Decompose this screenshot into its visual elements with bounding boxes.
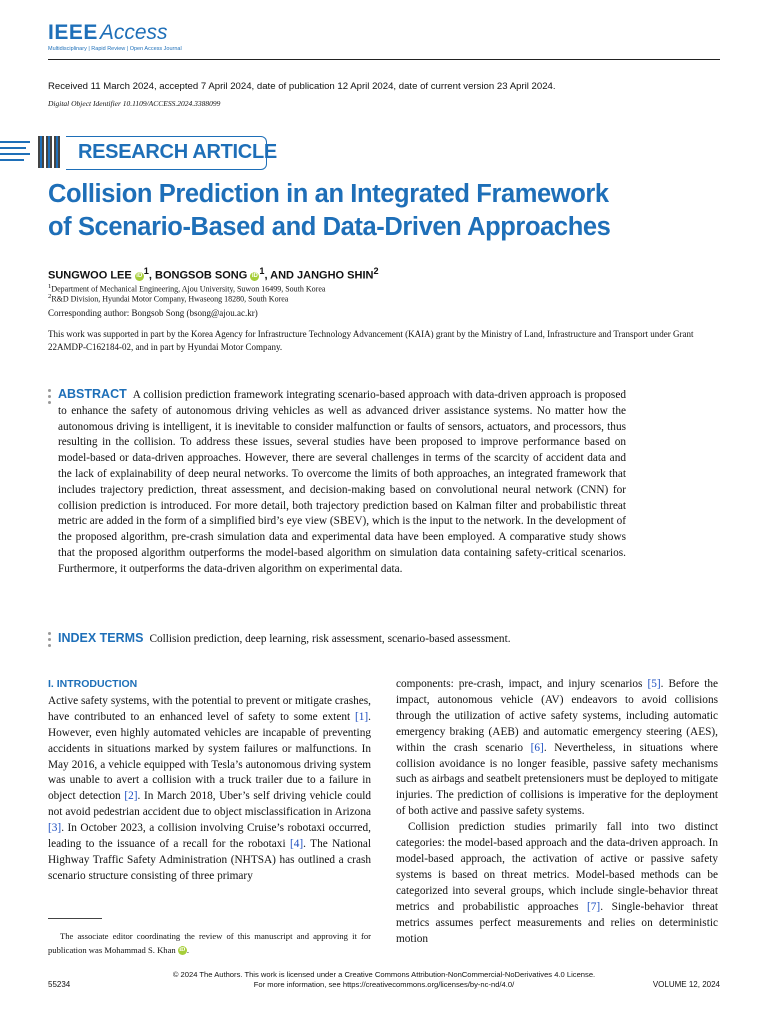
received-dates: Received 11 March 2024, accepted 7 April 2024, date of publication 12 April 2024, date of current version 23 April 2024. xyxy=(48,81,556,92)
logo-ieee: IEEE xyxy=(48,21,98,44)
index-terms xyxy=(58,631,698,645)
doi-line: Digital Object Identifier 10.1109/ACCESS.2024.3388099 xyxy=(48,99,221,108)
page-number: 55234 xyxy=(48,980,71,989)
abstract-marker xyxy=(48,389,52,407)
intro-paragraph-1 xyxy=(48,694,371,885)
affiliation-1-text: Department of Mechanical Engineering, Ajou University, Suwon 16499, South Korea xyxy=(51,284,326,294)
title-line-1: Collision Prediction in an Integrated Framework xyxy=(48,180,609,208)
author-3: , AND JANGHO SHIN xyxy=(264,269,374,282)
affiliation-1-number: 1 xyxy=(48,283,52,290)
intro-text: . Nevertheless, in situations where collision avoidance is no longer feasible, passive safety mechanisms such as airbags and seatbelt pretensioners must be deployed to mitigate injuries. The prediction of collisions is imperative for the deployment of both active and passive safety systems. xyxy=(396,741,718,818)
intro-text: . The National Highway Traffic Safety Administration (NHTSA) has outlined a crash scenario structure consisting of three primary xyxy=(48,838,372,882)
paper-title xyxy=(48,178,688,244)
logo-tagline: Multidisciplinary | Rapid Review | Open Access Journal xyxy=(48,46,182,52)
intro-left-column xyxy=(48,677,371,885)
citation-link[interactable]: [6] xyxy=(530,741,544,754)
intro-text: . Single-behavior threat metrics assumes perfect measurements and relies on deterministic motion xyxy=(396,900,718,945)
orcid-icon[interactable]: iD xyxy=(251,272,258,279)
section-heading-introduction: I. INTRODUCTION xyxy=(48,678,138,690)
orcid-icon[interactable]: iD xyxy=(136,272,143,279)
citation-link[interactable]: [2] xyxy=(124,790,138,803)
citation-link[interactable]: [5] xyxy=(647,678,661,690)
citation-link[interactable]: [1] xyxy=(354,710,369,723)
index-terms-marker xyxy=(48,632,52,650)
header-rule xyxy=(48,59,720,60)
intro-text: . Before the impact, autonomous vehicle (AV) endeavors to avoid collisions through the utilization of active safety systems, including automatic emergency braking (AEB) and automatic emergency steering (AES), within the crash scenario xyxy=(396,678,718,754)
author-list xyxy=(48,266,379,282)
citation-link[interactable]: [7] xyxy=(587,900,601,913)
intro-paragraph-1-cont xyxy=(396,677,718,820)
intro-text: . In March 2018, Uber’s self driving vehicle could not avoid pedestrian accident due to object misclassification in Arizona xyxy=(48,790,371,819)
intro-text: components: pre-crash, impact, and injury scenarios xyxy=(396,678,648,690)
footnote-text: The associate editor coordinating the review of this manuscript and approving it for publication was Mohammad S. Khan xyxy=(48,931,371,955)
author-3-affil: 2 xyxy=(373,266,379,276)
abstract-heading: ABSTRACT xyxy=(58,387,127,401)
citation-link[interactable]: [4] xyxy=(289,838,304,851)
author-2-affil: 1 xyxy=(259,266,265,276)
logo-access: Access xyxy=(99,21,168,44)
footnote-rule xyxy=(48,918,102,919)
intro-text: . In October 2023, a collision involving Cruise’s robotaxi occurred, leading to the issuance of a recall for the robotaxi xyxy=(48,822,371,851)
author-1-affil: 1 xyxy=(143,266,149,276)
license-line-1: © 2024 The Authors. This work is licensed under a Creative Commons Attribution-NonCommercial-NoDerivatives 4.0 License. xyxy=(172,970,596,979)
journal-logo xyxy=(48,22,168,44)
citation-link[interactable]: [3] xyxy=(48,822,62,835)
volume-info: VOLUME 12, 2024 xyxy=(652,980,720,989)
author-1: SUNGWOO LEE xyxy=(48,269,132,282)
license-line-2[interactable]: For more information, see https://creativecommons.org/licenses/by-nc-nd/4.0/ xyxy=(253,980,515,989)
corresponding-author: Corresponding author: Bongsob Song (bsong@ajou.ac.kr) xyxy=(48,308,258,318)
orcid-icon[interactable]: iD xyxy=(179,947,186,953)
intro-right-column xyxy=(396,677,718,947)
license-notice xyxy=(48,970,720,990)
affiliation-2-number: 2 xyxy=(48,293,52,300)
banner-stripes xyxy=(0,133,64,171)
article-type: RESEARCH ARTICLE xyxy=(78,141,277,163)
index-terms-text: Collision prediction, deep learning, risk assessment, scenario-based assessment. xyxy=(149,633,511,645)
footnote-end: . xyxy=(186,945,190,955)
intro-text: . However, even highly automated vehicles are incapable of preventing accidents in situations marked by system failures or malfunctions. In May 2016, a vehicle equipped with Tesla’s autonomous driving system was unable to avert a collision with a truck trailer due to a failure in object detection xyxy=(48,710,371,803)
intro-paragraph-2 xyxy=(396,820,718,947)
intro-text: Active safety systems, with the potential to prevent or mitigate crashes, have contributed to an enhanced level of safety to some extent xyxy=(48,694,371,723)
author-2: , BONGSOB SONG xyxy=(148,269,248,282)
title-line-2: of Scenario-Based and Data-Driven Approaches xyxy=(48,213,611,241)
abstract-text: A collision prediction framework integrating scenario-based approach with data-driven approach is proposed to enhance the safety of autonomous driving vehicles as well as advanced driver assistance systems. No matter how the autonomous driving is intelligent, it is inevitable to consider malfunction or faults of sensors, actuators, and processors, thus resulting in the collision. To address these issues, several studies have been proposed to improve performance based on model-based or data-driven approaches. However, there are several challenges in terms of the scarcity of accident data and the lack of explainability of deep neural networks. To overcome the limits of both approaches, an integrated framework that includes trajectory prediction, threat assessment, and decision-making based on convolutional neural network (CNN) for collision prediction is introduced. For more detail, both trajectory prediction based on Kalman filter and probabilistic threat metric are added in the form of a simplified bird’s eye view (SBEV), which is the input to the network. In the development of the proposed algorithm, pre-crash simulation data and experimental data have been employed. A comparative study shows that the proposed algorithm outperforms the model-based algorithm on simulation data containing safety-critical scenarios. Furthermore, it outperforms the data-driven algorithm on experimental data. xyxy=(58,389,626,575)
affiliation-2 xyxy=(48,293,288,304)
intro-text: Collision prediction studies primarily fall into two distinct categories: the model-based approach and the data-driven approach. In model-based approach, the activation of active or passive safety systems is based on threat metrics. Model-based methods can be categorized into several groups, which include single-behavior threat metrics and probabilistic approaches xyxy=(396,821,718,913)
index-terms-heading: INDEX TERMS xyxy=(58,631,144,645)
abstract xyxy=(58,387,626,578)
funding-statement: This work was supported in part by the Korea Agency for Infrastructure Technology Advancement (KAIA) grant by the Ministry of Land, Infrastructure and Transport under Grant 22AMDP-C162184-02, and in part by Hyundai Motor Company. xyxy=(48,329,694,352)
affiliation-2-text: R&D Division, Hyundai Motor Company, Hwaseong 18280, South Korea xyxy=(51,294,289,304)
editor-footnote xyxy=(48,929,371,957)
